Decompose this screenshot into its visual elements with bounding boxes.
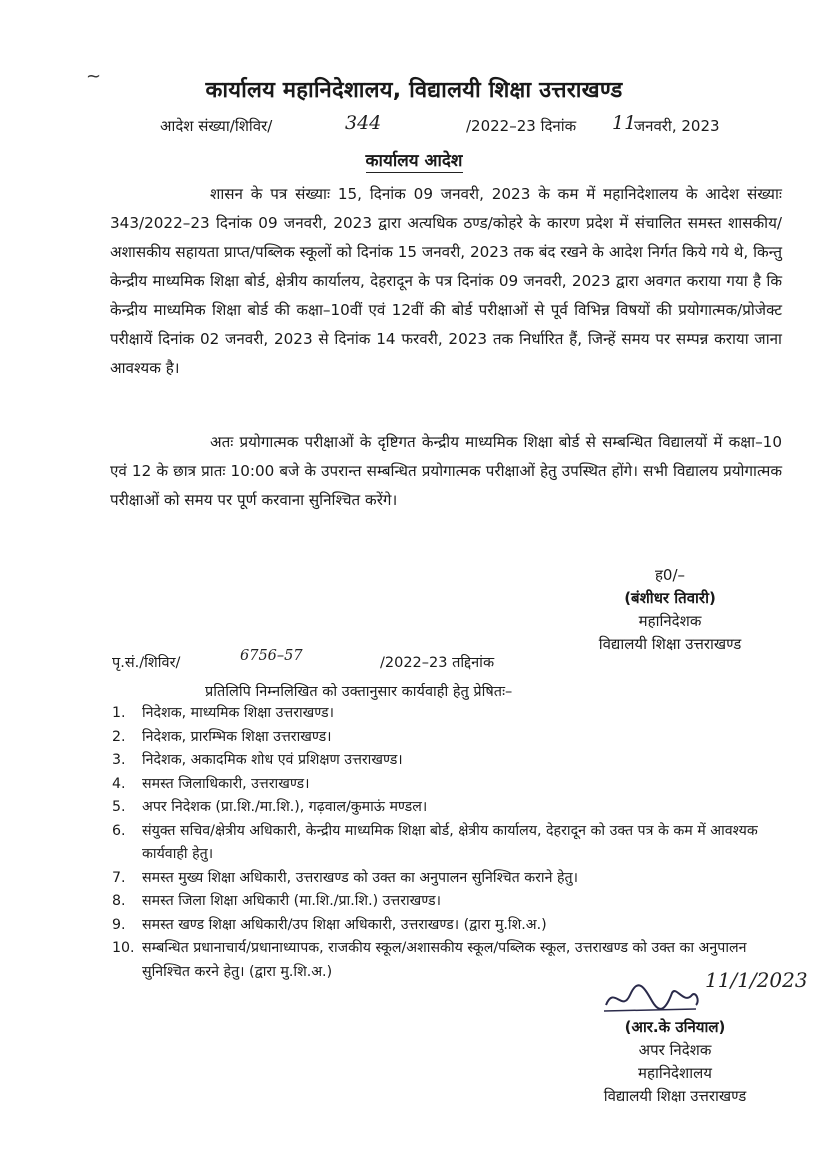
copy-recipient-item (112, 890, 792, 914)
forward-suffix: /2022–23 तद्दिनांक (380, 655, 495, 671)
order-title (0, 148, 828, 171)
signatory-2-designation: अपर निदेशक (638, 1041, 712, 1059)
order-prefix: आदेश संख्या/शिविर/ (160, 117, 273, 135)
signatory-1-name: (बंशीधर तिवारी) (624, 589, 716, 607)
item-text: सम्बन्धित प्रधानाचार्य/प्रधानाध्यापक, राजकीय स्कूल/अशासकीय स्कूल/पब्लिक स्कूल, उत्तराखण्ड को उक्त का अनुपालन सुनिश्चित करने हेतु। (द्वारा मु.शि.अ.) (142, 940, 747, 980)
order-date-rest: जनवरी, 2023 (634, 117, 720, 135)
item-text: समस्त जिलाधिकारी, उत्तराखण्ड। (142, 775, 310, 792)
copy-recipient-item (112, 702, 792, 726)
item-text: निदेशक, प्रारम्भिक शिक्षा उत्तराखण्ड। (142, 728, 332, 745)
signatory-1 (590, 564, 750, 656)
item-text: संयुक्त सचिव/क्षेत्रीय अधिकारी, केन्द्रीय माध्यमिक शिक्षा बोर्ड, क्षेत्रीय कार्यालय, देहरादून को उक्त पत्र के कम में आवश्यक कार्यवाही हेतु। (142, 822, 758, 862)
item-text: निदेशक, माध्यमिक शिक्षा उत्तराखण्ड। (142, 705, 334, 721)
signatory-2-name: (आर.के उनियाल) (624, 1018, 726, 1036)
forward-prefix: पृ.सं./शिविर/ (112, 655, 181, 671)
item-text: अपर निदेशक (प्रा.शि./मा.शि.), गढ़वाल/कुमाऊं मण्डल। (142, 799, 428, 815)
order-paragraph-2: अतः प्रयोगात्मक परीक्षाओं के दृष्टिगत केन्द्रीय माध्यमिक शिक्षा बोर्ड से सम्बन्धित विद्यालयों में कक्षा–10 एवं 12 के छात्र प्रातः 10:00 बजे के उपरान्त सम्बन्धित प्रयोगात्मक परीक्षाओं हेतु उपस्थित होंगे। सभी विद्यालय प्रयोगात्मक परीक्षाओं को समय पर पूर्ण करवाना सुनिश्चित करेंगे। (110, 433, 782, 509)
corner-mark: ~ (86, 66, 102, 87)
forward-number: 6756–57 (240, 648, 303, 664)
copy-recipient-item (112, 820, 792, 867)
item-number: 4. (112, 775, 126, 792)
item-number: 8. (112, 893, 126, 909)
item-number: 2. (112, 728, 126, 745)
item-text: समस्त खण्ड शिक्षा अधिकारी/उप शिक्षा अधिकारी, उत्तराखण्ड। (द्वारा मु.शि.अ.) (142, 916, 547, 933)
order-date-day: 11 (612, 112, 637, 134)
order-title-text: कार्यालय आदेश (365, 151, 463, 171)
item-text: समस्त मुख्य शिक्षा अधिकारी, उत्तराखण्ड को उक्त का अनुपालन सुनिश्चित कराने हेतु। (142, 869, 578, 886)
item-number: 1. (112, 705, 126, 721)
forward-intro: प्रतिलिपि निम्नलिखित को उक्तानुसार कार्यवाही हेतु प्रेषितः– (205, 684, 513, 700)
item-text: निदेशक, अकादमिक शोध एवं प्रशिक्षण उत्तराखण्ड। (142, 752, 403, 768)
signatory-2-office: विद्यालयी शिक्षा उत्तराखण्ड (603, 1087, 747, 1105)
handwritten-date: 11/1/2023 (705, 968, 808, 992)
item-number: 9. (112, 916, 126, 933)
copy-recipient-item (112, 796, 792, 820)
copy-recipients-list (112, 702, 792, 984)
order-suffix: /2022–23 दिनांक (466, 117, 577, 135)
signatory-1-office: विद्यालयी शिक्षा उत्तराखण्ड (598, 635, 742, 653)
item-number: 6. (112, 822, 126, 839)
item-text: समस्त जिला शिक्षा अधिकारी (मा.शि./प्रा.शि.) उत्तराखण्ड। (142, 893, 441, 909)
signatory-2-department: महानिदेशालय (638, 1064, 712, 1082)
item-number: 5. (112, 799, 126, 815)
order-paragraph-1: शासन के पत्र संख्याः 15, दिनांक 09 जनवरी, 2023 के कम में महानिदेशालय के आदेश संख्याः 343/2022–23 दिनांक 09 जनवरी, 2023 द्वारा अत्यधिक ठण्ड/कोहरे के कारण प्रदेश में संचालित समस्त शासकीय/अशासकीय सहायता प्राप्त/पब्लिक स्कूलों को दिनांक 15 जनवरी, 2023 तक बंद रखने के आदेश निर्गत किये गये थे, किन्तु केन्द्रीय माध्यमिक शिक्षा बोर्ड, क्षेत्रीय कार्यालय, देहरादून के पत्र दिनांक 09 जनवरी, 2023 द्वारा अवगत कराया गया है कि केन्द्रीय माध्यमिक शिक्षा बोर्ड की कक्षा–10वीं एवं 12वीं की बोर्ड परीक्षाओं से पूर्व विभिन्न विषयों की प्रयोगात्मक/प्रोजेक्ट परीक्षायें दिनांक 02 जनवरी, 2023 से दिनांक 14 फरवरी, 2023 तक निर्धारित हैं, जिन्हें समय पर सम्पन्न कराया जाना आवश्यक है। (110, 185, 782, 377)
copy-recipient-item (112, 749, 792, 773)
signatory-1-designation: महानिदेशक (638, 612, 702, 630)
copy-recipient-item (112, 914, 792, 938)
copy-recipient-item (112, 773, 792, 797)
office-heading: कार्यालय महानिदेशालय, विद्यालयी शिक्षा उत्तराखण्ड (205, 78, 623, 103)
signatory-2 (570, 1016, 780, 1108)
copy-recipient-item (112, 867, 792, 891)
item-number: 10. (112, 940, 135, 956)
signed-mark: ह0/– (654, 566, 686, 584)
copy-recipient-item (112, 726, 792, 750)
item-number: 7. (112, 869, 126, 886)
order-number: 344 (345, 112, 382, 134)
item-number: 3. (112, 752, 126, 768)
